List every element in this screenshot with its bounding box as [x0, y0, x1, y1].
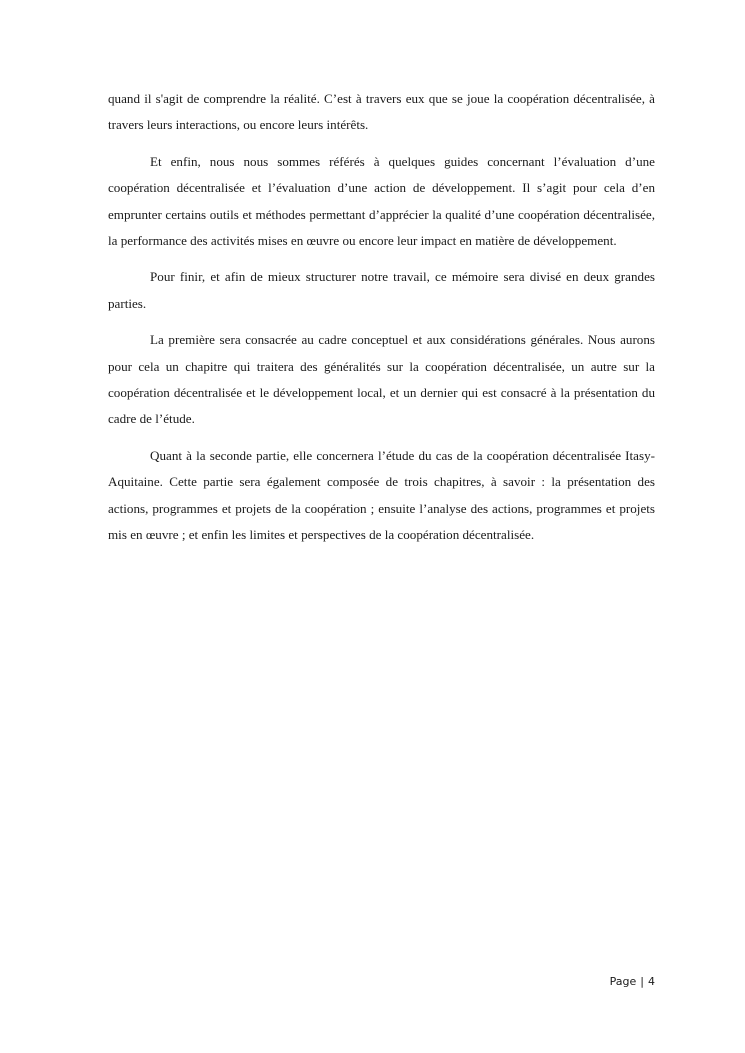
paragraph-structure: Pour finir, et afin de mieux structurer notre travail, ce mémoire sera divisé en deux grandes parties. [108, 269, 655, 311]
paragraph-evaluation-guides: Et enfin, nous nous sommes référés à quelques guides concernant l’évaluation d’une coopération décentralisée et l’évaluation d’une action de développement. Il s’agit pour cela d’en emprunter certains outils et méthodes permettant d’apprécier la qualité d’une coopération décentralisée, la performance des activités mises en œuvre ou encore leur impact en matière de développement. [108, 153, 655, 249]
page-footer [610, 975, 655, 988]
paragraph-second-part: Quant à la seconde partie, elle concernera l’étude du cas de la coopération décentralisée Itasy-Aquitaine. Cette partie sera également composée de trois chapitres, à savoir : la présentation des actions, programmes et projets de la coopération ; ensuite l’analyse des actions, programmes et projets mis en œuvre ; et enfin les limites et perspectives de la coopération décentralisée. [108, 447, 655, 543]
page-number: 4 [648, 975, 655, 988]
paragraph-first-part: La première sera consacrée au cadre conceptuel et aux considérations générales. Nous aurons pour cela un chapitre qui traitera des généralités sur la coopération décentralisée, un autre sur la coopération décentralisée et le développement local, et un dernier qui est consacré à la présentation du cadre de l’étude. [108, 332, 655, 427]
paragraph-continuation: quand il s'agit de comprendre la réalité. C’est à travers eux que se joue la coopération décentralisée, à travers leurs interactions, ou encore leurs intérêts. [108, 91, 655, 133]
page-label: Page [609, 975, 637, 988]
page-separator: | [640, 975, 644, 988]
body-text [108, 86, 655, 559]
